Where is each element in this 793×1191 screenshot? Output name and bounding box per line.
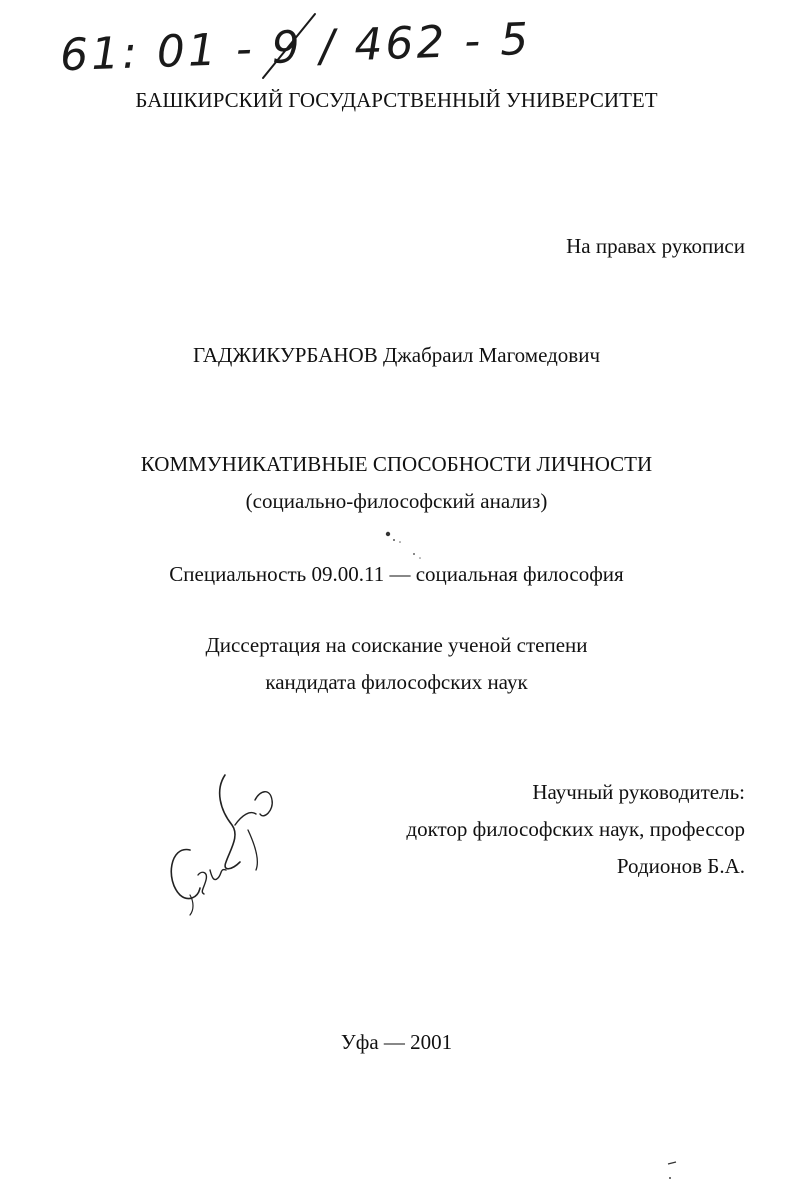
supervisor-label: Научный руководитель: <box>532 780 745 804</box>
manuscript-note: На правах рукописи <box>566 234 745 258</box>
specialty: Специальность 09.00.11 — социальная философия <box>169 562 624 586</box>
place-year: Уфа — 2001 <box>340 1030 453 1054</box>
university-name: БАШКИРСКИЙ ГОСУДАРСТВЕННЫЙ УНИВЕРСИТЕТ <box>135 88 658 112</box>
handwritten-slash-icon <box>255 12 325 82</box>
author-name: ГАДЖИКУРБАНОВ Джабраил Магомедович <box>192 343 601 367</box>
degree-line-2: кандидата философских наук <box>265 670 528 694</box>
supervisor-name: Родионов Б.А. <box>616 854 745 878</box>
scan-speck-icon <box>660 1158 690 1188</box>
dissertation-subtitle: (социально-философский анализ) <box>245 489 548 513</box>
archive-code-handwritten: 61: 01 - 9 / 462 - 5 <box>59 13 533 82</box>
signature-icon <box>160 770 290 920</box>
degree-line-1: Диссертация на соискание ученой степени <box>205 633 588 657</box>
supervisor-credentials: доктор философских наук, профессор <box>406 817 745 841</box>
scan-speck-icon <box>380 528 430 564</box>
dissertation-title: КОММУНИКАТИВНЫЕ СПОСОБНОСТИ ЛИЧНОСТИ <box>140 452 653 476</box>
